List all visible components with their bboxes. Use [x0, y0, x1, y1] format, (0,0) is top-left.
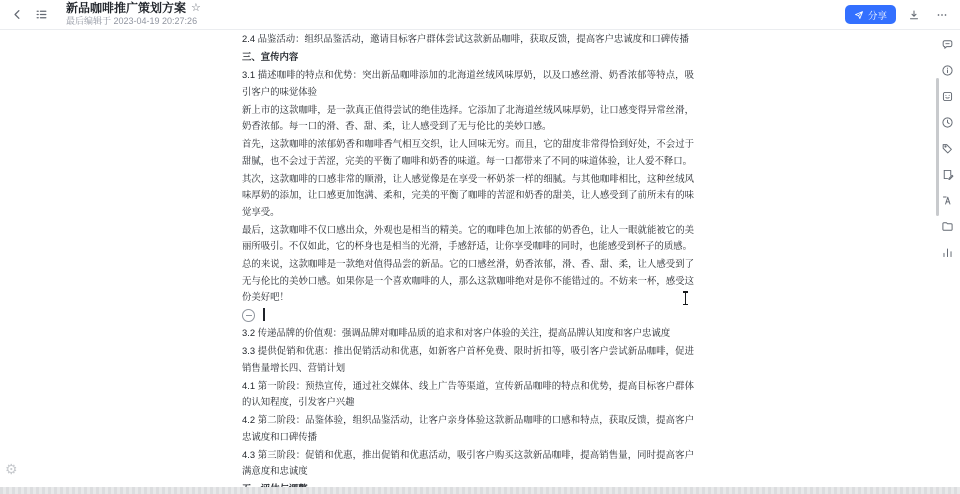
sticker-icon[interactable] [940, 89, 955, 104]
paragraph[interactable]: 2.4 品鉴活动：组织品鉴活动，邀请目标客户群体尝试这款新品咖啡，获取反馈，提高客户忠诚度和口碑传播 [242, 33, 689, 44]
last-edited-label: 最后编辑于 2023-04-19 20:27:26 [66, 16, 198, 26]
page-title: 新品咖啡推广策划方案 [66, 1, 187, 15]
header-bar [0, 0, 960, 30]
document-body [242, 31, 694, 494]
paragraph[interactable]: 首先，这款咖啡的浓郁奶香和咖啡香气相互交织，让人回味无穷。而且，它的甜度非常得恰到好处，不会过于甜腻，也不会过于苦涩，完美的平衡了咖啡和奶香的味道。每一口都带来了不同的味道体验，让人爱不释口。 [242, 138, 694, 166]
paragraph[interactable]: 4.1 第一阶段：预热宣传，通过社交媒体、线上广告等渠道，宣传新品咖啡的特点和优势，提高目标客户群体的认知程度，引发客户兴趣 [242, 379, 694, 407]
more-icon[interactable] [932, 5, 952, 25]
chevron-left-icon[interactable] [6, 4, 28, 26]
clock-icon[interactable] [940, 115, 955, 130]
chart-icon[interactable] [940, 245, 955, 260]
minus-circle-icon[interactable] [242, 309, 255, 322]
paragraph[interactable]: 4.3 第三阶段：促销和优惠，推出促销和优惠活动，吸引客户购买这款新品咖啡，提高销售量，同时提高客户满意度和忠诚度 [242, 448, 694, 476]
paragraph[interactable]: 3.3 提供促销和优惠：推出促销活动和优惠，如新客户首杯免费、限时折扣等，吸引客户尝试新品咖啡，促进销售量增长四、营销计划 [242, 345, 694, 373]
download-icon[interactable] [904, 5, 924, 25]
doc-edit-icon[interactable] [940, 167, 955, 182]
header-actions [845, 5, 960, 25]
comment-icon[interactable] [940, 37, 955, 52]
gear-icon[interactable]: ⚙ [5, 461, 18, 477]
share-label: 分享 [867, 10, 887, 22]
paragraph[interactable]: 3.1 描述咖啡的特点和优势：突出新品咖啡添加的北海道丝绒风味厚奶，以及口感丝滑、奶香浓郁等特点，吸引客户的味觉体验 [242, 69, 694, 97]
paragraph[interactable]: 3.2 传递品牌的价值观：强调品牌对咖啡品质的追求和对客户体验的关注，提高品牌认知度和客户忠诚度 [242, 327, 671, 338]
paragraph[interactable]: 其次，这款咖啡的口感非常的顺滑，让人感觉像是在享受一杯奶茶一样的细腻。与其他咖啡相比，这种丝绒风味厚奶的添加，让口感更加饱满、柔和，完美的平衡了咖啡的苦涩和奶香的甜美，让人感受到了前所未有的味觉享受。 [242, 172, 694, 217]
paragraph[interactable]: 新上市的这款咖啡，是一款真正值得尝试的绝佳选择。它添加了北海道丝绒风味厚奶，让口感变得异常丝滑，奶香浓郁。每一口的滑、香、甜、柔，让人感受到了无与伦比的美妙口感。 [242, 103, 694, 131]
translate-icon[interactable] [940, 193, 955, 208]
paragraph[interactable]: 4.2 第二阶段：品鉴体验，组织品鉴活动，让客户亲身体验这款新品咖啡的口感和特点，获取反馈，提高客户忠诚度和口碑传播 [242, 414, 694, 442]
scrollbar-thumb[interactable] [936, 78, 939, 216]
bottom-edge-strip [0, 487, 960, 494]
tag-icon[interactable] [940, 141, 955, 156]
share-button[interactable] [845, 5, 896, 24]
text-caret [263, 308, 265, 321]
folder-icon[interactable] [940, 219, 955, 234]
share-icon [854, 10, 864, 20]
empty-text-line[interactable] [242, 307, 694, 324]
info-icon[interactable] [940, 63, 955, 78]
outline-icon[interactable] [30, 4, 52, 26]
star-icon[interactable]: ☆ [191, 2, 201, 14]
section-heading[interactable]: 三、宣传内容 [242, 51, 299, 62]
paragraph[interactable]: 最后，这款咖啡不仅口感出众，外观也是相当的精美。它的咖啡色加上浓郁的奶香色，让人一眼就能被它的美丽所吸引。不仅如此，它的杯身也是相当的光滑，手感舒适，让你享受咖啡的同时，也能感受到杯子的质感。 [242, 223, 694, 251]
doc-title-block [66, 2, 201, 27]
paragraph[interactable]: 总的来说，这款咖啡是一款绝对值得品尝的新品。它的口感丝滑，奶香浓郁，滑、香、甜、柔，让人感受到了无与伦比的美妙口感。如果你是一个喜欢咖啡的人，那么这款咖啡绝对是你不能错过的。不妨来一杯，感受这份美好吧！ [242, 258, 694, 302]
right-icon-rail [940, 37, 955, 260]
